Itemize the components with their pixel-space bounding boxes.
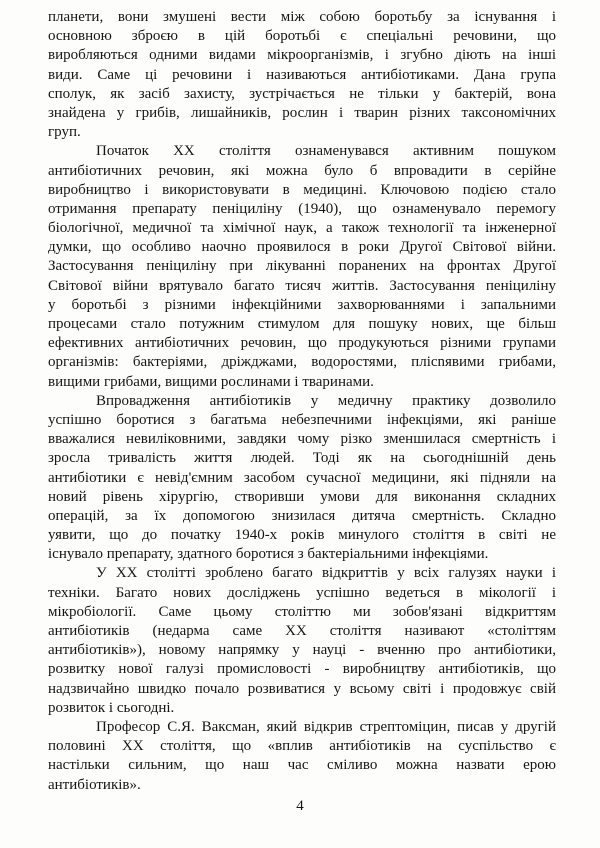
text-line: антибіотиків»), новому напрямку у науці - вченню про антибіотики, bbox=[48, 642, 556, 659]
text-line: біологічної, медичної та хімічної наук, а також технології та інженерної bbox=[48, 220, 556, 237]
text-line: антибіотики є невід'ємним засобом сучасної медицини, які підняли на bbox=[48, 469, 556, 486]
text-line: груп. bbox=[48, 124, 81, 141]
text-line: вважалися невиліковними, завдяки чому різко зменшилася смертність і bbox=[48, 431, 556, 448]
text-line: думки, що особливо наочно проявилося в роки Другої Світової війни. bbox=[48, 239, 556, 256]
text-line: процесами стало потужним стимулом для пошуку нових, ще більш bbox=[48, 316, 556, 333]
text-line: мікробіології. Саме цьому століттю ми зобов'язані відкриттям bbox=[48, 603, 556, 620]
text-line: антибіотиків». bbox=[48, 776, 141, 793]
text-line: організмів: бактеріями, дріжджами, водоростями, плісnявими грибами, bbox=[48, 354, 556, 371]
text-line: антибіотичних речовин, які можна було б впровадити в серійне bbox=[48, 162, 556, 179]
text-line: сполук, як засіб захисту, зустрічається не тільки у бактерій, вона bbox=[48, 85, 556, 102]
text-line: антибіотиків (недарма саме ХХ століття називают «століттям bbox=[48, 623, 556, 640]
text-line: операцій, за їх допомогою знизилася дитяча смертність. Складно bbox=[48, 507, 556, 524]
text-line: Початок ХХ століття ознаменувався активним пошуком bbox=[96, 143, 556, 160]
text-line: виробляються одними видами мікроорганізмів, і згубно діють на інші bbox=[48, 47, 556, 64]
text-line: уявити, що до початку 1940-х років минулого століття в світі не bbox=[48, 527, 556, 544]
text-line: Впровадження антибіотиків у медичну практику дозволило bbox=[96, 392, 556, 409]
text-line: розвиток і сьогодні. bbox=[48, 699, 175, 716]
text-line: існувало препарату, здатного боротися з бактеріальними інфекціями. bbox=[48, 546, 489, 563]
text-line: половині ХХ століття, що «вплив антибіотиків на суспільство є bbox=[48, 738, 556, 755]
document-body bbox=[48, 8, 556, 795]
text-line: техніки. Багато нових досліджень успішно ведеться в мікології і bbox=[48, 584, 556, 601]
paragraph bbox=[48, 718, 556, 795]
text-line: знайдена у грибів, лишайників, рослин і тварин різних таксономічних bbox=[48, 104, 556, 121]
text-line: ефективних антибіотичних речовин, що продукуються різними групами bbox=[48, 335, 556, 352]
page-number: 4 bbox=[296, 798, 304, 814]
paragraph bbox=[48, 8, 556, 142]
text-line: Застосування пеніциліну при лікуванні поранених на фронтах Другої bbox=[48, 258, 556, 275]
text-line: Професор С.Я. Ваксман, який відкрив стрептоміцин, писав у другій bbox=[96, 719, 556, 735]
text-line: основною зброєю в цій боротьбі є спеціальні речовини, що bbox=[48, 28, 556, 45]
text-line: успішно боротися з багатьма небезпечними інфекціями, які раніше bbox=[48, 411, 556, 428]
paragraph bbox=[48, 392, 556, 565]
text-line: планети, вони змушені вести між собою боротьбу за існування і bbox=[48, 9, 556, 25]
text-line: види. Саме ці речовини і називаються антибіотиками. Дана група bbox=[48, 66, 556, 83]
text-line: у боротьбі з різними інфекційними захворюваннями і запальними bbox=[48, 296, 556, 313]
text-line: вищими грибами, вищими рослинами і тваринами. bbox=[48, 373, 374, 390]
text-line: отримання препарату пеніциліну (1940), що ознаменувало перемогу bbox=[48, 200, 556, 217]
text-line: У ХХ столітті зроблено багато відкриттів у всіх галузях науки і bbox=[96, 565, 556, 582]
text-line: розвитку нової галузі промисловості - виробництву антибіотиків, що bbox=[48, 661, 556, 678]
text-line: виробництво і використовувати в медицині. Ключовою подією стало bbox=[48, 181, 556, 198]
paragraph bbox=[48, 564, 556, 718]
text-line: надзвичайно швидко почало розвиватися у всьому світі і продовжує свій bbox=[48, 680, 556, 697]
text-line: новий рівень хірургію, створивши умови для виконання складних bbox=[48, 488, 556, 505]
text-line: зросла тривалість життя людей. Тоді як на сьогоднішній день bbox=[48, 450, 556, 467]
text-line: настільки сильним, що наш час сміливо можна назвати ерою bbox=[48, 757, 556, 774]
paragraph bbox=[48, 142, 556, 391]
text-line: Світової війни врятувало багато тисяч життів. Застосування пеніциліну bbox=[48, 277, 556, 294]
